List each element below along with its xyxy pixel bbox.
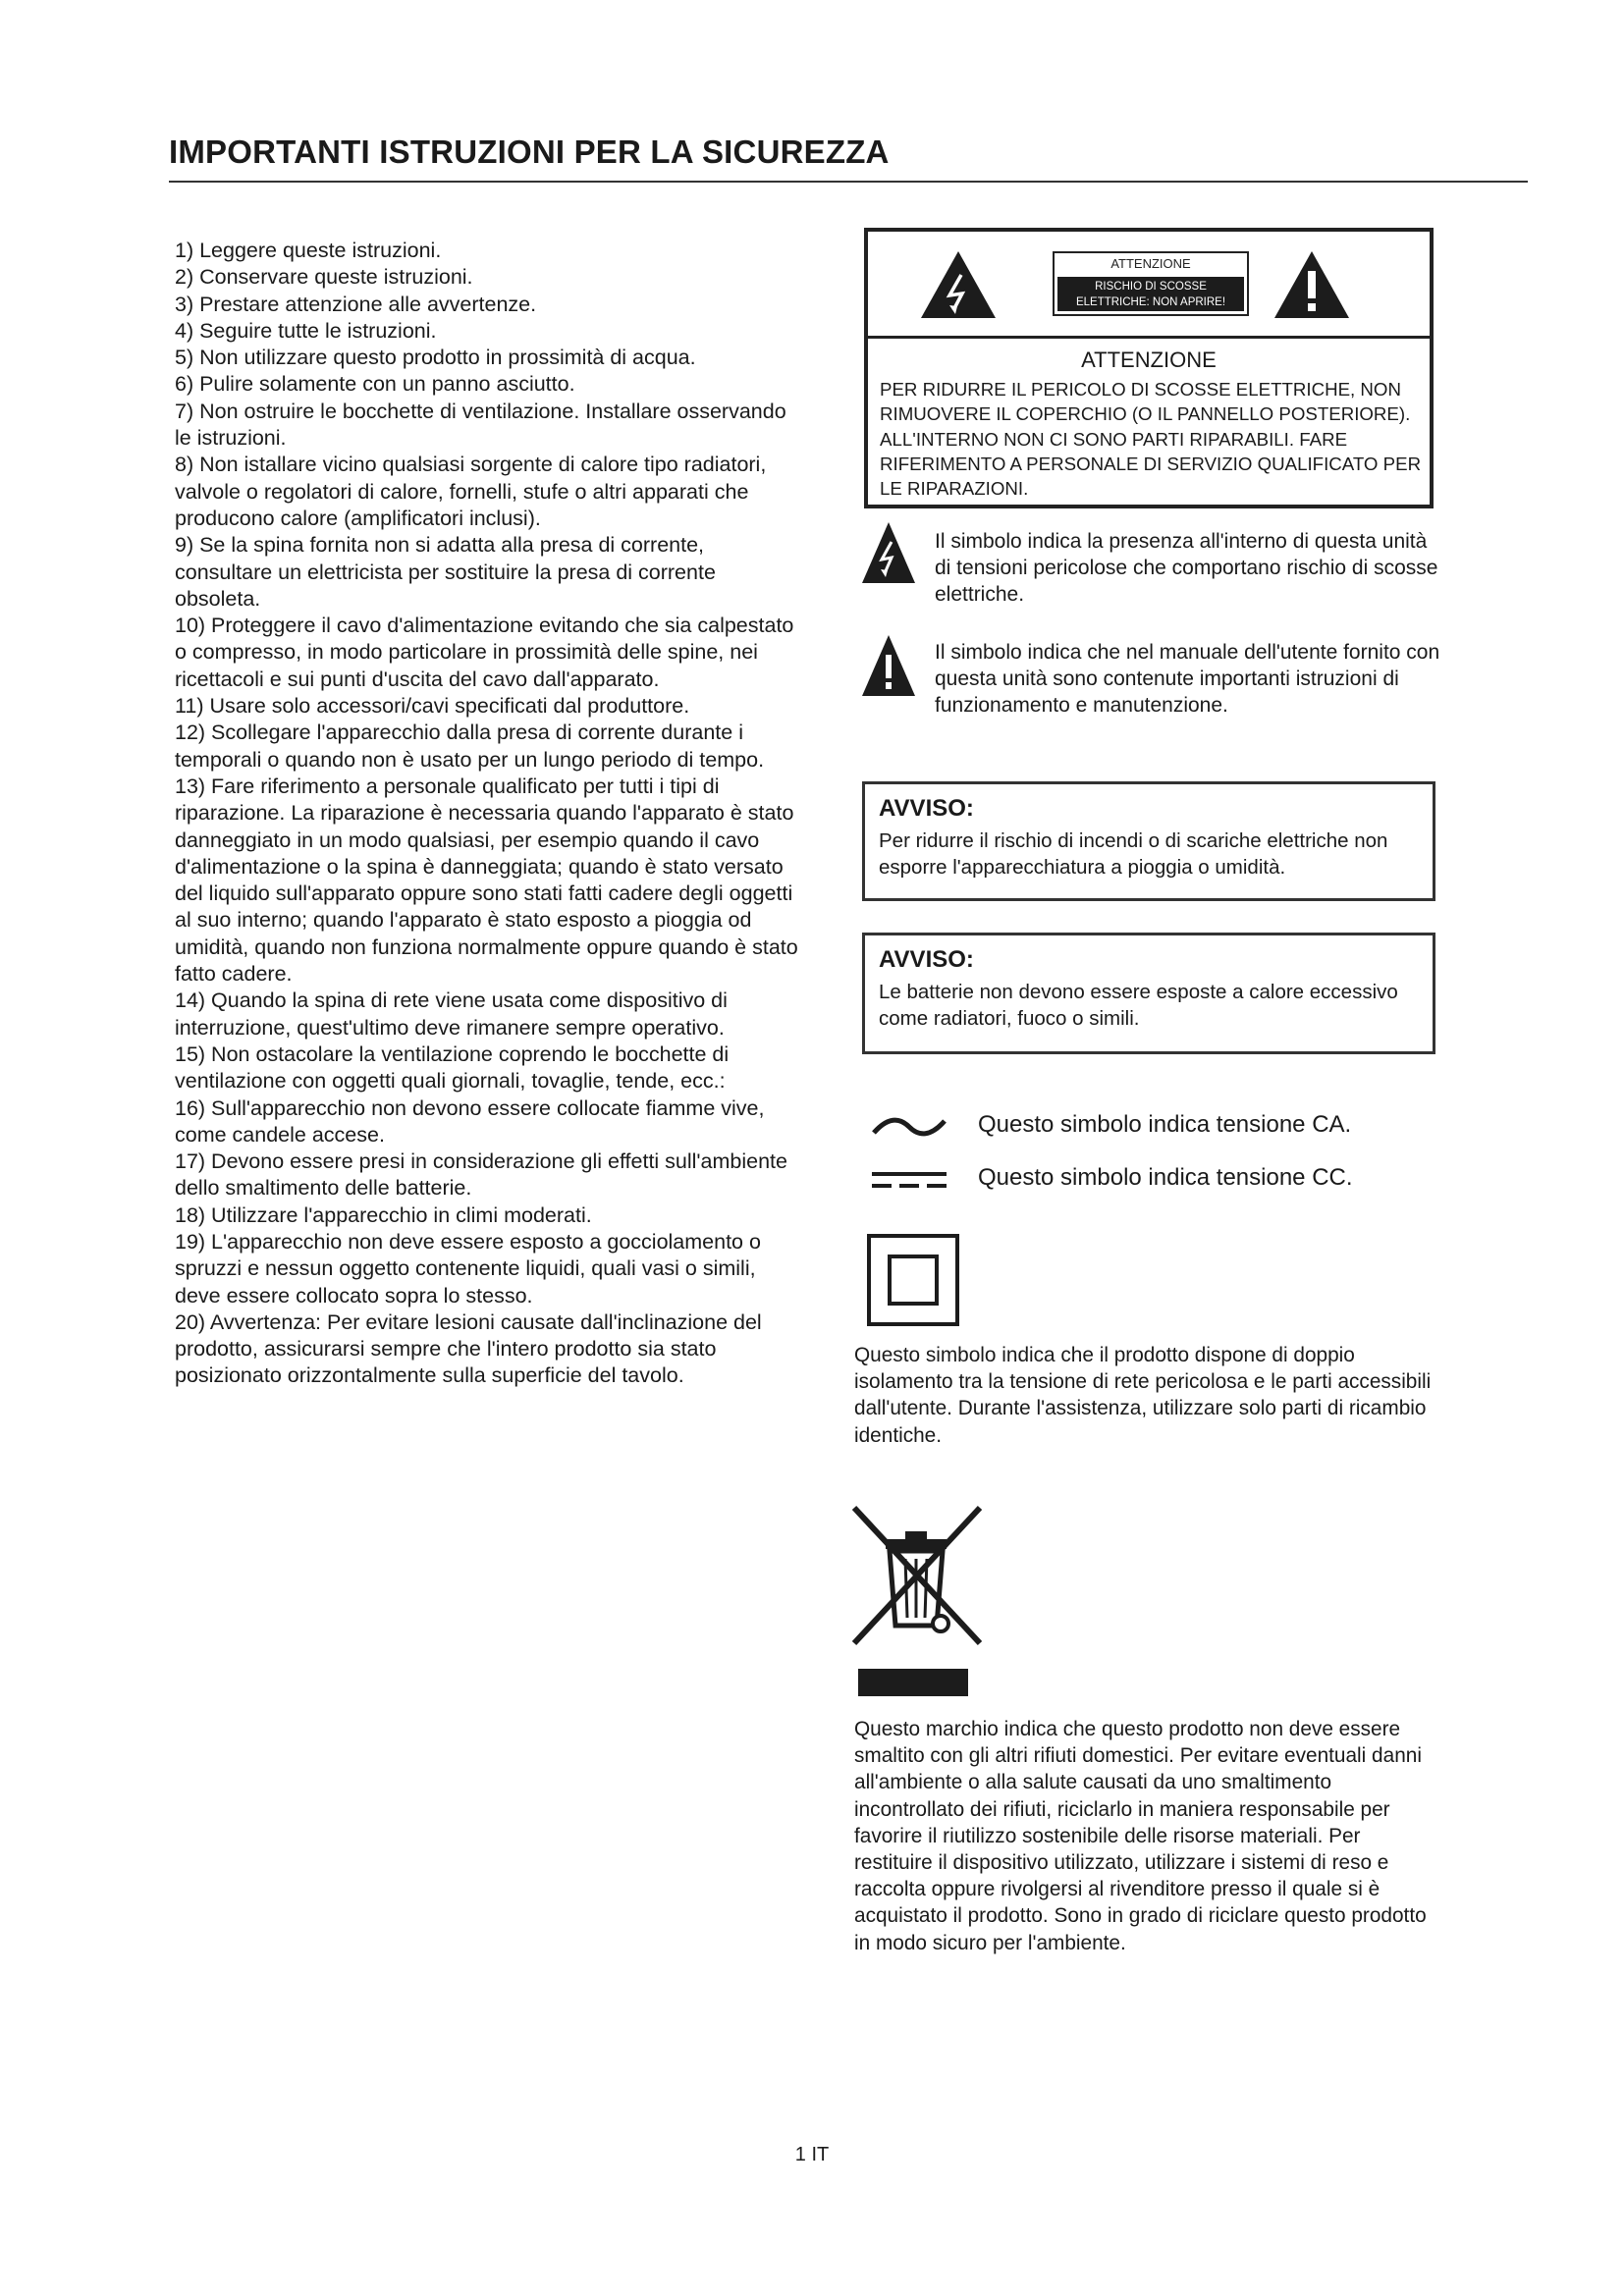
- ac-symbol-row: [864, 1109, 1414, 1148]
- dc-lines-icon: [870, 1168, 948, 1192]
- instruction-item: 19) L'apparecchio non deve essere esposto a gocciolamento o spruzzi e nessun oggetto contenente liquidi, quali vasi o simili, deve essere collocato sopra lo stesso.: [175, 1229, 761, 1308]
- instruction-item: 2) Conservare queste istruzioni.: [175, 265, 473, 290]
- page-number: 1 IT: [794, 2144, 830, 2165]
- caution-title: ATTENZIONE: [1081, 347, 1217, 372]
- lightning-symbol-text: Il simbolo indica la presenza all'interno di questa unità di tensioni pericolose che comportano rischio di scosse elettriche.: [935, 530, 1438, 607]
- double-insulation-icon: [866, 1233, 960, 1327]
- instruction-item: 18) Utilizzare l'apparecchio in climi moderati.: [175, 1202, 592, 1227]
- instruction-item: 1) Leggere queste istruzioni.: [175, 239, 442, 262]
- caution-label-line: RISCHIO DI SCOSSE: [1095, 281, 1207, 293]
- instruction-item: 7) Non ostruire le bocchette di ventilazione. Installare osservando le istruzioni.: [175, 399, 786, 451]
- caution-label-dark: [1057, 277, 1244, 311]
- dc-symbol-text: Questo simbolo indica tensione CC.: [978, 1164, 1353, 1191]
- instruction-item: 8) Non istallare vicino qualsiasi sorgente di calore tipo radiatori, valvole o regolatori di calore, fornelli, stufe o altri apparati che producono calore (amplificatori inclusi).: [175, 453, 767, 530]
- weee-text: Questo marchio indica che questo prodotto non deve essere smaltito con gli altri rifiuti domestici. Per evitare eventuali danni all'ambiente o alla salute causati da uno smaltimento incontrollato dei rifiuti, riciclarlo in maniera responsabile per favorire il riutilizzo sostenibile delle risorse materiali. Per restituire il dispositivo utilizzato, utilizzare i sistemi di reso e raccolta oppure rivolgersi al rivenditore presso il quale si è acquistato il prodotto. Sono in grado di riciclare questo prodotto in modo sicuro per l'ambiente.: [854, 1718, 1427, 1954]
- title-divider: [169, 181, 1528, 183]
- lightning-symbol-row: [856, 520, 1445, 609]
- instruction-item: 13) Fare riferimento a personale qualificato per tutti i tipi di riparazione. La riparazione è necessaria quando l'apparato è stato danneggiato in un modo qualsiasi, per esempio quando il cavo d'alimentazione o la spina è danneggiata; quando è stato versato del liquido sull'apparato oppure sono stati fatti cadere degli oggetti al suo interno; quando l'apparato è stato esposto a pioggia od umidità, quando non funziona normalmente oppure quando è stato fatto cadere.: [175, 774, 798, 987]
- caution-label-title: ATTENZIONE: [1110, 256, 1191, 271]
- caution-box: [864, 228, 1434, 508]
- instruction-item: 4) Seguire tutte le istruzioni.: [175, 318, 437, 343]
- instruction-item: 17) Devono essere presi in considerazione gli effetti sull'ambiente dello smaltimento delle batterie.: [175, 1149, 787, 1201]
- caution-label-line: ELETTRICHE: NON APRIRE!: [1075, 296, 1226, 308]
- instruction-item: 6) Pulire solamente con un panno asciutto.: [175, 372, 575, 397]
- notice-text: Le batterie non devono essere esposte a calore eccessivo come radiatori, fuoco o simili.: [879, 981, 1398, 1031]
- instruction-item: 10) Proteggere il cavo d'alimentazione evitando che sia calpestato o compresso, in modo particolare in prossimità delle spine, nei ricettacoli e sui punti d'uscita del cavo dall'apparato.: [175, 614, 794, 691]
- ac-wave-icon: [870, 1113, 948, 1141]
- instruction-item: 16) Sull'apparecchio non devono essere collocate fiamme vive, come candele accese.: [175, 1095, 765, 1147]
- lightning-triangle-icon: [919, 249, 998, 320]
- notice-title: AVVISO:: [879, 946, 974, 973]
- crossed-out-bin-icon: [848, 1504, 986, 1698]
- notice-title: AVVISO:: [879, 795, 974, 822]
- instruction-item: 20) Avvertenza: Per evitare lesioni causate dall'inclinazione del prodotto, assicurarsi sempre che l'intero prodotto sia stato posizionato orizzontalmente sulla superficie del tavolo.: [175, 1309, 762, 1388]
- exclamation-symbol-row: [856, 633, 1445, 751]
- caution-label: [1053, 251, 1249, 316]
- caution-text: PER RIDURRE IL PERICOLO DI SCOSSE ELETTRICHE, NON RIMUOVERE IL COPERCHIO (O IL PANNELLO POSTERIORE). ALL'INTERNO NON CI SONO PARTI RIPARABILI. FARE RIFERIMENTO A PERSONALE DI SERVIZIO QUALIFICATO PER LE RIPARAZIONI.: [880, 379, 1422, 500]
- notice-box-rain: [862, 781, 1435, 901]
- caution-header: [868, 232, 1430, 336]
- instruction-item: 15) Non ostacolare la ventilazione coprendo le bocchette di ventilazione con oggetti quali giornali, tovaglie, tende, ecc.:: [175, 1041, 730, 1094]
- lightning-triangle-icon: [860, 520, 917, 585]
- notice-text: Per ridurre il rischio di incendi o di scariche elettriche non esporre l'apparecchiatura a pioggia o umidità.: [879, 829, 1388, 880]
- caution-divider: [868, 336, 1430, 339]
- exclamation-symbol-text: Il simbolo indica che nel manuale dell'utente fornito con questa unità sono contenute importanti istruzioni di funzionamento e manutenzione.: [935, 641, 1440, 718]
- notice-box-batteries: [862, 933, 1435, 1054]
- ac-symbol-text: Questo simbolo indica tensione CA.: [978, 1111, 1352, 1138]
- dc-symbol-row: [864, 1162, 1414, 1201]
- page-title: IMPORTANTI ISTRUZIONI PER LA SICUREZZA: [169, 133, 890, 170]
- instruction-item: 14) Quando la spina di rete viene usata come dispositivo di interruzione, quest'ultimo deve rimanere sempre operativo.: [175, 988, 728, 1040]
- instruction-item: 9) Se la spina fornita non si adatta alla presa di corrente, consultare un elettricista per sostituire la presa di corrente obsoleta.: [175, 533, 716, 611]
- double-insulation-text: Questo simbolo indica che il prodotto dispone di doppio isolamento tra la tensione di rete pericolosa e le parti accessibili dall'utente. Durante l'assistenza, utilizzare solo parti di ricambio identiche.: [854, 1344, 1432, 1447]
- exclamation-triangle-icon: [1272, 249, 1351, 320]
- instruction-item: 3) Prestare attenzione alle avvertenze.: [175, 292, 537, 316]
- instructions-list: [175, 238, 803, 1390]
- exclamation-triangle-icon: [860, 633, 917, 698]
- instruction-item: 11) Usare solo accessori/cavi specificati dal produttore.: [175, 694, 690, 719]
- instruction-item: 5) Non utilizzare questo prodotto in prossimità di acqua.: [175, 346, 696, 370]
- instruction-item: 12) Scollegare l'apparecchio dalla presa di corrente durante i temporali o quando non è usato per un lungo periodo di tempo.: [175, 721, 765, 772]
